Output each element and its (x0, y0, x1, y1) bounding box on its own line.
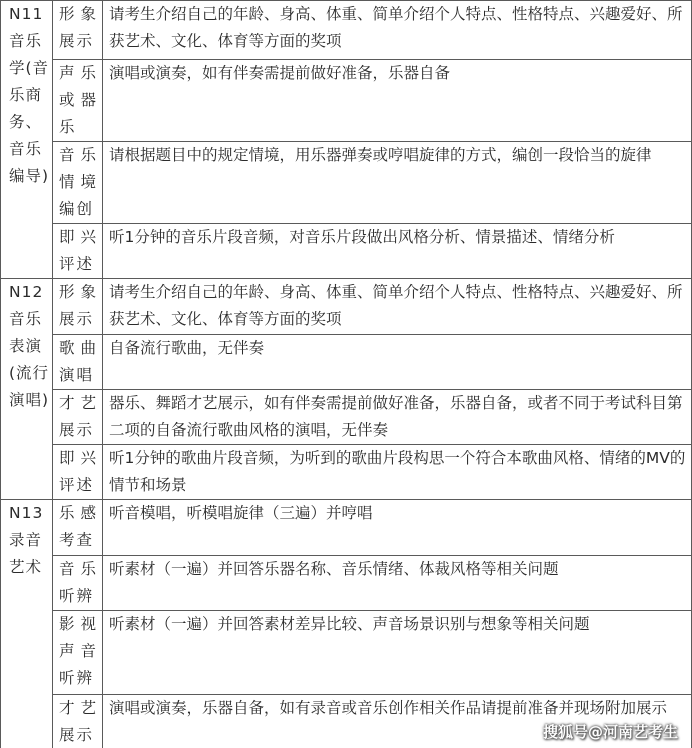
requirement-cell (103, 279, 692, 335)
table-row (1, 142, 692, 224)
requirement-cell (103, 556, 692, 611)
item-cell (53, 556, 103, 611)
table-row (1, 445, 692, 500)
item-cell (53, 279, 103, 335)
table-row (1, 335, 692, 390)
exam-item: 影视声音听辨 (59, 615, 98, 687)
requirement-text: 听素材（一遍）并回答素材差异比较、声音场景识别与想象等相关问题 (109, 615, 590, 633)
major-cell (1, 1, 53, 279)
requirement-text: 演唱或演奏，乐器自备，如有录音或音乐创作相关作品请提前准备并现场附加展示 (109, 699, 668, 717)
requirement-text: 器乐、舞蹈才艺展示，如有伴奏需提前做好准备，乐器自备，或者不同于考试科目第二项的自备流行歌曲风格的演唱，无伴奏 (109, 394, 683, 439)
exam-item: 乐感考查 (59, 504, 98, 549)
item-cell (53, 335, 103, 390)
exam-item: 音乐听辨 (59, 560, 98, 605)
requirement-cell (103, 390, 692, 445)
requirement-cell (103, 1, 692, 60)
table-row (1, 60, 692, 142)
exam-item: 即兴评述 (59, 449, 98, 494)
item-cell (53, 1, 103, 60)
requirement-text: 请考生介绍自己的年龄、身高、体重、简单介绍个人特点、性格特点、兴趣爱好、所获艺术、文化、体育等方面的奖项 (109, 283, 683, 328)
major-name: N13录音艺术 (9, 504, 44, 576)
requirement-cell (103, 224, 692, 279)
table-row (1, 224, 692, 279)
item-cell (53, 611, 103, 695)
item-cell (53, 224, 103, 279)
requirement-cell (103, 60, 692, 142)
exam-item: 才艺展示 (59, 699, 98, 744)
major-name: N11音乐学(音乐商务、音乐编导) (9, 5, 50, 185)
table-row (1, 1, 692, 60)
major-cell (1, 500, 53, 748)
exam-item: 形象展示 (59, 5, 98, 50)
item-cell (53, 60, 103, 142)
requirement-text: 听素材（一遍）并回答乐器名称、音乐情绪、体裁风格等相关问题 (109, 560, 559, 578)
requirement-text: 请根据题目中的规定情境，用乐器弹奏或哼唱旋律的方式，编创一段恰当的旋律 (109, 146, 652, 164)
table-row (1, 556, 692, 611)
exam-item: 才艺展示 (59, 394, 98, 439)
requirement-text: 听音模唱，听模唱旋律（三遍）并哼唱 (109, 504, 373, 522)
table-row (1, 611, 692, 695)
item-cell (53, 142, 103, 224)
requirement-cell (103, 142, 692, 224)
exam-item: 形象展示 (59, 283, 98, 328)
table-row (1, 500, 692, 556)
requirement-text: 听1分钟的音乐片段音频，对音乐片段做出风格分析、情景描述、情绪分析 (109, 228, 615, 246)
exam-item: 即兴评述 (59, 228, 98, 273)
sohu-watermark: 搜狐号@河南艺考生 (542, 723, 678, 741)
requirement-text: 听1分钟的歌曲片段音频，为听到的歌曲片段构思一个符合本歌曲风格、情绪的MV的情节和场景 (109, 449, 686, 494)
exam-item: 音乐情境编创 (59, 146, 98, 218)
item-cell (53, 500, 103, 556)
table-row (1, 390, 692, 445)
requirement-cell (103, 500, 692, 556)
item-cell (53, 445, 103, 500)
requirement-cell (103, 611, 692, 695)
item-cell (53, 390, 103, 445)
requirement-text: 演唱或演奏，如有伴奏需提前做好准备，乐器自备 (109, 64, 451, 82)
major-name: N12音乐表演(流行演唱) (9, 283, 50, 409)
exam-item: 声乐或器乐 (59, 64, 98, 136)
table-row (1, 279, 692, 335)
exam-item: 歌曲演唱 (59, 339, 98, 384)
requirement-text: 请考生介绍自己的年龄、身高、体重、简单介绍个人特点、性格特点、兴趣爱好、所获艺术、文化、体育等方面的奖项 (109, 5, 683, 50)
major-cell (1, 279, 53, 500)
requirement-cell (103, 445, 692, 500)
requirement-cell (103, 335, 692, 390)
item-cell (53, 695, 103, 748)
requirement-text: 自备流行歌曲，无伴奏 (109, 339, 265, 357)
